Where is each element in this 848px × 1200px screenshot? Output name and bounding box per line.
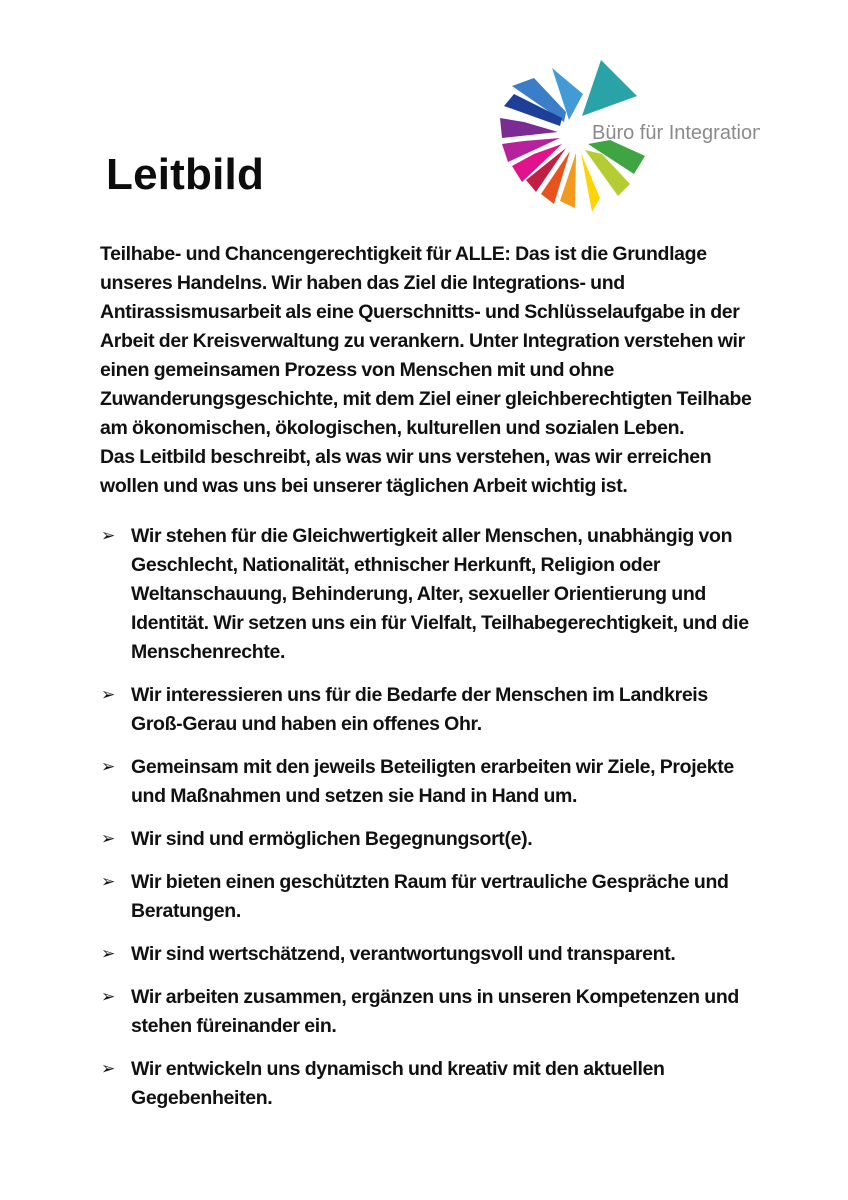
list-item-text: Wir arbeiten zusammen, ergänzen uns in unseren Kompetenzen und stehen füreinander ein. — [131, 986, 739, 1037]
mission-bullet-list — [100, 522, 758, 1113]
list-item-text: Wir interessieren uns für die Bedarfe der Menschen im Landkreis Groß-Gerau und haben ein offenes Ohr. — [131, 684, 708, 735]
page-title: Leitbild — [106, 150, 265, 199]
list-item — [100, 983, 758, 1041]
intro-paragraph-2: Das Leitbild beschreibt, als was wir uns verstehen, was wir erreichen wollen und was uns bei unserer täglichen Arbeit wichtig ist. — [100, 446, 712, 497]
list-item-text: Wir entwickeln uns dynamisch und kreativ mit den aktuellen Gegebenheiten. — [131, 1058, 665, 1109]
list-item — [100, 825, 758, 854]
bullet-arrow-icon: ➢ — [101, 685, 115, 705]
list-item — [100, 753, 758, 811]
document-content — [100, 150, 758, 1127]
list-item-text: Wir bieten einen geschützten Raum für vertrauliche Gespräche und Beratungen. — [131, 871, 729, 922]
bullet-arrow-icon: ➢ — [101, 526, 115, 546]
bullet-arrow-icon: ➢ — [101, 944, 115, 964]
logo-wordmark: Büro für Integration — [592, 122, 760, 144]
bullet-arrow-icon: ➢ — [101, 987, 115, 1007]
bullet-arrow-icon: ➢ — [101, 829, 115, 849]
logo-petal — [582, 60, 637, 116]
bullet-arrow-icon: ➢ — [101, 757, 115, 777]
list-item — [100, 940, 758, 969]
intro-section — [100, 240, 758, 501]
list-item-text: Wir stehen für die Gleichwertigkeit aller Menschen, unabhängig von Geschlecht, Nationalität, ethnischer Herkunft, Religion oder Weltanschauung, Behinderung, Alter, sexueller Orientierung und Identität. Wir setzen uns ein für Vielfalt, Teilhabegerechtigkeit, und die Menschenrechte. — [131, 525, 749, 663]
list-item — [100, 1055, 758, 1113]
intro-paragraph-1: Teilhabe- und Chancengerechtigkeit für ALLE: Das ist die Grundlage unseres Handelns. Wir haben das Ziel die Integrations- und Antirassismusarbeit als eine Querschnitts- und Schlüsselaufgabe in der Arbeit der Kreisverwaltung zu verankern. Unter Integration verstehen wir einen gemeinsamen Prozess von Menschen mit und ohne Zuwanderungsgeschichte, mit dem Ziel einer gleichberechtigten Teilhabe am ökonomischen, ökologischen, kulturellen und sozialen Leben. — [100, 243, 752, 439]
list-item-text: Wir sind wertschätzend, verantwortungsvoll und transparent. — [131, 943, 676, 965]
list-item-text: Wir sind und ermöglichen Begegnungsort(e). — [131, 828, 533, 850]
bullet-arrow-icon: ➢ — [101, 1059, 115, 1079]
list-item-text: Gemeinsam mit den jeweils Beteiligten erarbeiten wir Ziele, Projekte und Maßnahmen und setzen sie Hand in Hand um. — [131, 756, 734, 807]
bullet-arrow-icon: ➢ — [101, 872, 115, 892]
list-item — [100, 681, 758, 739]
list-item — [100, 522, 758, 667]
list-item — [100, 868, 758, 926]
